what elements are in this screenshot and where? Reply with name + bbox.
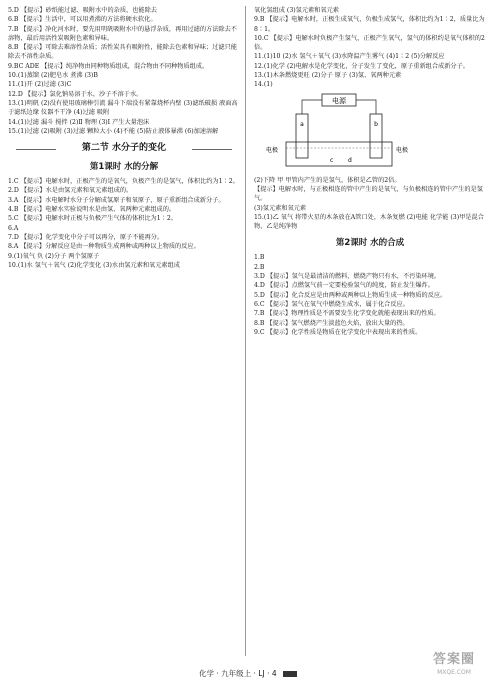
answer-item: 14.(1)过滤 漏斗 搅拌 (2)Ⅱ 物理 (3)Ⅰ 产生大量泡沫: [8, 118, 150, 126]
answer-item: 5.D 【提示】砂纸能过滤、吸附水中的杂质、也能除去: [8, 7, 157, 14]
tube-b-label: b: [374, 120, 378, 128]
right-bottom-answers: [254, 253, 486, 337]
lesson-title-2: [254, 237, 486, 249]
electrode-right-label: 电极: [396, 146, 409, 154]
answer-item: 8.A 【提示】分解反应是由一种物质生成两种或两种以上物质的反应。: [8, 243, 200, 251]
answer-item: 4.D 【提示】点燃氢气前一定要检验氢气的纯度，防止发生爆炸。: [254, 282, 434, 290]
answer-item: 8.B 【提示】氢气燃烧产生淡蓝色火焰，放出大量的热。: [254, 319, 409, 327]
power-source-label: 电源: [332, 96, 346, 105]
title-rule-left: [16, 149, 56, 150]
title-rule-right: [192, 149, 232, 150]
footer-text: 化学 · 九年级上 · LJ · 4: [198, 669, 277, 678]
answer-item: 5.C 【提示】电解水时正极与负极产生气体的体积比为1∶2。: [8, 215, 177, 223]
answer-item: 10.(1)蒸馏 (2)肥皂水 煮沸 (3)B: [8, 72, 98, 80]
answer-item: 9.C 【提示】化学性质是物质在化学变化中表现出来的性质。: [254, 328, 422, 336]
answer-item: 8.B 【提示】可除去难溶性杂质；活性炭具有吸附性，能除去色素和异味；过滤只能除去不溶性杂质。: [8, 44, 237, 61]
lesson-title-2-text: 第2课时 水的合成: [330, 238, 410, 248]
answer-item: 氧化氢组成 (3)氢元素和氧元素: [254, 7, 339, 14]
answer-item: 【提示】电解水时，与正极相连的管中产生的是氧气，与负极相连的管中产生的是氢气。: [254, 185, 483, 203]
answer-item: (3)氢元素和氧元素: [254, 204, 307, 212]
answer-item: 5.D 【提示】化合反应是由两种或两种以上物质生成一种物质的反应。: [254, 291, 447, 299]
watermark-logo: [418, 652, 490, 692]
answer-item: 1.C 【提示】电解水时，正极产生的是氧气，负极产生的是氢气，体积比约为1∶2。: [8, 178, 239, 186]
answer-item: 11.(1)10 (2)水 氢气＋氧气 (3)水降温产生雾气 (4)1∶2 (5)分解反应: [254, 53, 445, 61]
left-bottom-answers: [8, 177, 240, 270]
answer-item: 9.BC ADE 【提示】纯净物由同种物质组成，混合物由不同种物质组成。: [8, 62, 209, 70]
answer-item: 10.(1)水 氢气＋氧气 (2)化学变化 (3)水由氢元素和氧元素组成: [8, 261, 180, 269]
watermark-line2: MXQE.COM: [437, 669, 471, 676]
label-d: d: [348, 156, 352, 164]
label-c: c: [330, 156, 334, 164]
answer-item: 7.B 【提示】物理性质是不需要发生化学变化就能表现出来的性质。: [254, 310, 440, 318]
answer-item: 12.(1)化学 (2)电解水是化学变化，分子发生了变化，原子重新组合成新分子。: [254, 62, 469, 70]
answer-item: 4.B 【提示】电解水实验说明水是由氢、氧两种元素组成的。: [8, 206, 176, 214]
answer-item: 3.A 【提示】水电解时水分子分解成氢原子和氧原子，原子重新组合成新分子。: [8, 196, 225, 204]
right-middle-answers: [254, 176, 486, 232]
wire-left: [302, 100, 322, 114]
electrolysis-apparatus-svg: [262, 92, 422, 172]
answer-item: 15.(1)过滤 (2)吸附 (3)过滤 颗粒大小 (4)不能 (5)防止液体暴沸 (6)加速溶解: [8, 127, 219, 135]
answer-item: 15.(1)乙 氧气 将带火星的木条放在A管口处，木条复燃 (2)电能 化学能 (3)甲是混合物，乙是纯净物: [254, 213, 484, 231]
answer-item: 11.(1)开 (2)过滤 (3)C: [8, 81, 72, 89]
watermark-line1: 答案圈: [432, 652, 475, 667]
answer-item: 7.B 【提示】净化河水时，要先用明矾吸附水中的悬浮杂质，再用过滤的方法除去不溶物，最后用活性炭吸附色素和异味。: [8, 25, 237, 42]
footer-bar-icon: [283, 671, 297, 677]
answer-item: (2)下降 甲 甲管内产生的是氢气，体积是乙管的2倍。: [254, 176, 401, 184]
answer-item: 13.(1)木条燃烧更旺 (2)分子 原子 (3)氢、氧两种元素: [254, 72, 402, 80]
left-top-answers: [8, 6, 240, 136]
answer-item: 6.C 【提示】氢气在氧气中燃烧生成水，属于化合反应。: [254, 300, 409, 308]
right-column: [254, 6, 486, 337]
left-column: [8, 6, 240, 270]
column-divider: [245, 6, 246, 656]
right-top-answers: [254, 6, 486, 90]
answer-item: 6.B 【提示】生活中，可以用煮沸的方法将硬水软化。: [8, 16, 157, 24]
answer-item: 12.D 【提示】氯化钠易溶于水，沙子不溶于水。: [8, 90, 143, 98]
answer-item: 10.C 【提示】电解水时负极产生氢气，正极产生氧气，氢气的体积约是氧气体积的2倍。: [254, 34, 485, 52]
electrode-left-label: 电极: [266, 146, 279, 154]
answer-item: 13.(1)明矾 (2)没有使用玻璃棒引流 漏斗下端没有紧靠烧杯内壁 (3)滤纸破损 液面高于滤纸边缘 仪器不干净 (4)过滤 吸附: [8, 99, 238, 117]
section-title-text: 第二节 水分子的变化: [76, 143, 172, 153]
lesson-title-1: [8, 161, 240, 173]
section-title: [8, 142, 240, 155]
answer-item: 2.D 【提示】水是由氢元素和氧元素组成的。: [8, 187, 133, 195]
answer-item: 9.B 【提示】电解水时，正极生成氧气，负极生成氢气，体积比约为1∶2，质量比为8∶1。: [254, 16, 485, 33]
answer-item: 9.(1)氧气 负 (2)分子 两个氢原子: [8, 252, 100, 260]
answer-item: 6.A: [8, 224, 19, 232]
answer-item: 3.D 【提示】氢气是最清洁的燃料，燃烧产物只有水，不污染环境。: [254, 273, 441, 281]
wire-right: [356, 100, 376, 114]
tube-a-label: a: [300, 120, 304, 128]
answer-item: 2.B: [254, 263, 265, 271]
answer-item: 1.B: [254, 254, 265, 262]
answer-item: 14.(1): [254, 81, 273, 89]
lesson-title-1-text: 第1课时 水的分解: [84, 162, 164, 172]
electrolysis-diagram: [262, 92, 486, 172]
water-trough: [286, 142, 392, 166]
answer-item: 7.D 【提示】化学变化中分子可以再分，原子不能再分。: [8, 233, 164, 241]
